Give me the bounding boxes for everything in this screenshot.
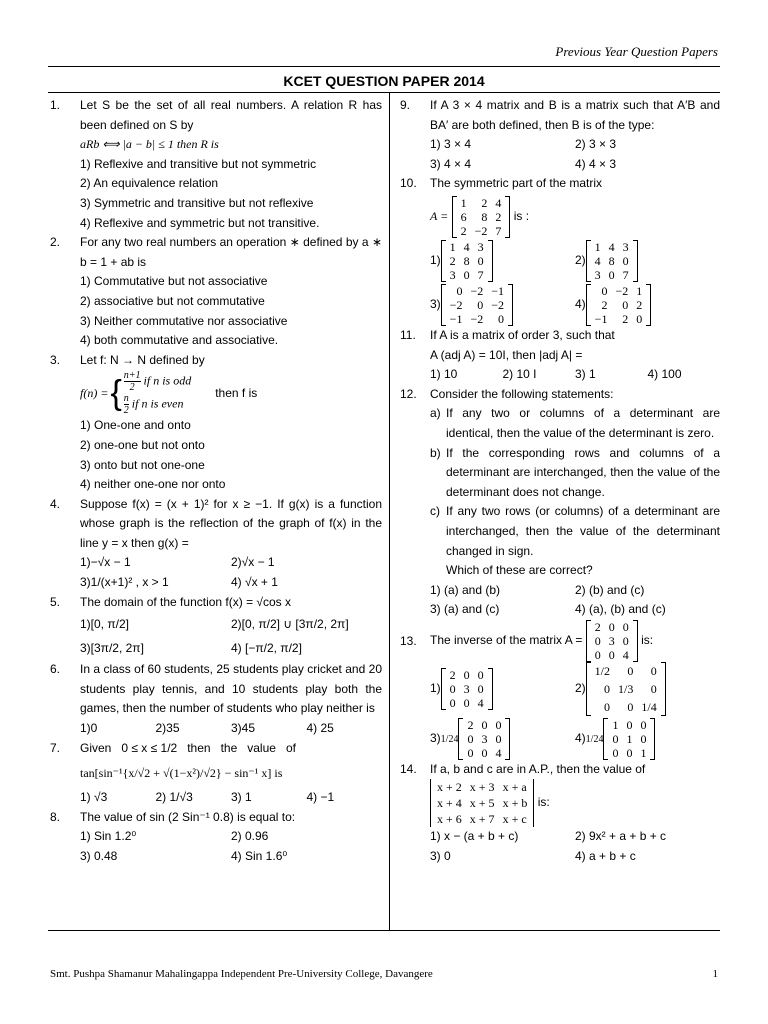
matrix-cell: 2 [601,297,608,312]
option[interactable]: 2)[0, π/2] ∪ [3π/2, 2π] [231,617,349,632]
matrix-row [591,620,633,634]
question-number: 6. [50,662,61,677]
option[interactable] [575,284,720,326]
matrix-cell: 0 [594,647,601,662]
question-number: 2. [50,235,61,250]
option[interactable]: 3) 1 [575,367,596,382]
matrix-cell: 0 [449,695,456,710]
option[interactable]: 2)√x − 1 [231,555,275,570]
option[interactable]: 4) √x + 1 [231,575,278,590]
matrix-row [457,210,506,224]
matrix-cell: 0 [594,633,601,648]
matrix-cell: 2 [467,717,474,732]
matrix-cell: 0 [495,731,502,746]
question-number: 9. [400,98,411,112]
question-3 [50,351,382,495]
question-stem: Let S be the set of all real numbers. A relation R has been defined on S by [80,98,382,132]
matrix-cell: −1 [491,283,505,298]
matrix-cell: 4 [463,239,470,254]
option[interactable]: 2) 0.96 [231,829,269,844]
option[interactable] [430,284,575,326]
matrix-cell: 0 [604,681,611,696]
matrix-cell: 0 [467,731,474,746]
matrix-row [591,240,633,254]
option[interactable]: 2) 1/√3 [155,790,193,805]
matrix-cell: 0 [608,267,615,282]
option[interactable]: 3) Neither commutative nor associative [80,313,288,328]
matrix-cell: 1/2 [594,663,611,678]
matrix-cell: 3 [477,239,484,254]
option[interactable] [430,668,575,710]
option[interactable]: 1) Sin 1.2⁰ [80,829,137,844]
matrix-row [591,648,633,662]
question-8 [50,808,382,867]
matrix-cell: 0 [495,717,502,732]
question-stem: If a, b and c are in A.P., then the value of [430,761,646,776]
matrix-cell: 3 [463,681,470,696]
option[interactable] [575,718,720,760]
function-label: f(n) = [80,385,109,400]
matrix-cell: 2 [449,667,456,682]
option[interactable]: 1) Commutative but not associative [80,274,268,289]
option-label: 4) [575,297,586,312]
option[interactable]: 1) 3 × 4 [430,137,472,152]
question-7 [50,739,382,808]
matrix-row [457,224,506,238]
matrix-row [591,634,633,648]
matrix-cell: 4 [495,745,502,760]
option[interactable]: 4) both commutative and associative. [80,333,279,348]
matrix-cell: 0 [640,731,647,746]
matrix-cell: −1 [449,311,463,326]
option[interactable]: 4) 25 [306,721,334,736]
right-column [400,96,720,867]
matrix-cell: 0 [604,699,611,714]
matrix-cell: 0 [481,717,488,732]
question-10 [400,174,720,326]
option[interactable]: 3)1/(x+1)² , x > 1 [80,575,169,590]
matrix-cell: 4 [495,195,502,210]
matrix-cell: x + 4 [437,796,462,811]
matrix-row [446,312,508,326]
matrix-cell: 1 [594,239,601,254]
matrix-row [433,795,531,811]
matrix-row [608,718,650,732]
option[interactable]: 2) 3 × 3 [575,137,617,152]
question-stem: Consider the following statements: [430,386,614,401]
header-rule [48,66,720,67]
matrix-row [446,254,488,268]
matrix-cell: −2 [491,297,505,312]
left-column [50,96,382,867]
option[interactable]: 3)45 [231,721,256,736]
matrix-cell: −2 [470,283,484,298]
matrix-row [446,298,508,312]
matrix-row [591,680,661,698]
option[interactable]: 2) one-one but not onto [80,437,205,452]
matrix-cell: 1 [449,239,456,254]
matrix-cell: 0 [650,681,657,696]
question-13 [400,620,720,760]
matrix-cell: −1 [594,311,608,326]
bottom-rule [48,930,720,931]
matrix-cell: 0 [627,699,634,714]
option[interactable]: 1) √3 [80,790,108,805]
option[interactable]: 2) 10 I [502,367,537,382]
option[interactable] [575,662,720,716]
matrix-cell: 0 [601,283,608,298]
option[interactable]: 2) 9x² + a + b + c [575,829,667,844]
condition: A (adj A) = 10I, then |adj A| = [430,347,583,362]
option[interactable]: 3) 4 × 4 [430,156,472,171]
matrix-row [591,284,647,298]
matrix-cell: 3 [608,633,615,648]
matrix-cell: 6 [460,209,467,224]
matrix-cell: 7 [477,267,484,282]
matrix-a-row [430,196,720,238]
question-stem: The inverse of the matrix A = [430,633,583,648]
option[interactable]: 4) (a), (b) and (c) [575,602,666,617]
matrix-cell: 4 [622,647,629,662]
matrix-cell: 3 [594,267,601,282]
option[interactable]: 4) −1 [306,790,335,805]
matrix-cell: −2 [474,223,488,238]
question-stem: Suppose f(x) = (x + 1)² for x ≥ −1. If g(x) is a function whose graph is the reflection of the graph of f(x) in the line y = x then g(x) = [80,496,382,550]
question-stem: For any two real numbers an operation ∗ defined by a ∗ b = 1 + ab is [80,235,382,269]
matrix-cell: 0 [612,745,619,760]
paper-title: KCET QUESTION PAPER 2014 [48,70,720,93]
matrix-row [591,254,633,268]
option[interactable]: 2) An equivalence relation [80,176,219,191]
matrix-row [591,312,647,326]
question-12 [400,385,720,620]
relation-def: aRb ⟺ |a − b| ≤ 1 then R is [80,137,219,152]
question-14 [400,760,720,867]
question-number: 10. [400,176,417,191]
matrix-cell: 0 [463,267,470,282]
matrix-cell: x + 7 [469,812,495,827]
question-number: 7. [50,740,61,755]
matrix-row [446,268,488,282]
matrix-row [463,718,505,732]
option[interactable]: 3) onto but not one-one [80,457,205,472]
matrix-cell: 3 [449,267,456,282]
question-stem: Given 0 ≤ x ≤ 1/2 then the value of [80,740,296,755]
matrix-cell: 0 [608,647,615,662]
option[interactable]: 3) 0 [430,849,451,864]
option[interactable]: 3) (a) and (c) [430,602,500,617]
matrix-row [433,811,531,827]
matrix-cell: x + 6 [437,812,462,827]
stem-tail: is : [513,209,530,224]
coefficient: 1/24 [440,734,459,746]
option[interactable]: 4) 100 [647,367,682,382]
question-stem: If A 3 × 4 matrix and B is a matrix such that A′B and BA′ are both defined, then B is of the type: [430,98,720,132]
matrix-row [591,662,661,680]
matrix-row [446,696,488,710]
question-5 [50,593,382,661]
matrix-cell: 0 [449,681,456,696]
question-stem: If A is a matrix of order 3, such that [430,327,615,342]
matrix-cell: 0 [650,663,657,678]
matrix-cell: 2 [460,223,467,238]
question-number: 12. [400,386,417,401]
matrix-cell: 1/3 [618,681,634,696]
matrix-cell: 1 [636,283,643,298]
matrix-cell: 4 [594,253,601,268]
matrix-row [433,779,531,795]
header-title: Previous Year Question Papers [555,44,718,59]
matrix-cell: 8 [481,209,488,224]
matrix-cell: x + 2 [437,780,462,795]
matrix-row [608,732,650,746]
matrix-a-row [430,620,720,662]
matrix-cell: 0 [467,745,474,760]
option[interactable]: 3) Symmetric and transitive but not reflexive [80,195,314,210]
footer-page-number: 1 [712,968,718,980]
matrix-cell: −2 [470,311,484,326]
question-6 [50,660,382,738]
matrix-cell: x + 5 [469,796,495,811]
question-ask: Which of these are correct? [446,563,593,578]
option-label: 4) [575,731,586,746]
question-number: 13. [400,633,417,648]
option[interactable]: 1) One-one and onto [80,418,191,433]
option[interactable]: 4) a + b + c [575,849,636,864]
matrix-row [591,298,647,312]
option-label: 3) [430,297,441,312]
matrix-a [586,620,638,662]
matrix-row [463,746,505,760]
matrix-cell: x + 3 [469,780,495,795]
matrix-cell: 0 [608,619,615,634]
question-number: 3. [50,352,61,367]
option[interactable]: 1)−√x − 1 [80,555,131,570]
matrix-cell: −2 [615,283,629,298]
matrix-cell: 8 [608,253,615,268]
matrix-cell: 7 [622,267,629,282]
matrix-cell: 0 [640,717,647,732]
option-label: 1) [430,681,441,696]
matrix-cell: 0 [636,311,643,326]
option[interactable]: 4) neither one-one nor onto [80,477,226,492]
option-label: 2) [575,253,586,268]
option[interactable]: 4) Reflexive and symmetric but not transitive. [80,215,320,230]
option[interactable]: 3) 1 [231,790,252,805]
question-stem: The symmetric part of the matrix [430,176,603,191]
matrix-cell: x + a [502,780,527,795]
matrix-cell: 2 [622,311,629,326]
matrix-cell: 0 [612,731,619,746]
question-number: 1. [50,98,61,112]
matrix-row [457,196,506,210]
option[interactable]: 3) 0.48 [80,849,118,863]
option[interactable]: 1) x − (a + b + c) [430,829,519,844]
matrix-cell: 4 [608,239,615,254]
matrix-cell: x + b [502,796,528,811]
stem-tail: then f is [215,385,258,400]
question-1 [50,96,382,233]
option[interactable]: 4) Sin 1.6⁰ [231,849,288,863]
question-number: 5. [50,594,61,609]
option-label: 1) [430,253,441,268]
matrix-cell: 2 [495,209,502,224]
statement-b: b) If the corresponding rows and columns of a determinant are interchanged, then the value of the determinant does not change. [430,445,720,499]
column-divider [389,92,390,930]
matrix-cell: 0 [622,619,629,634]
piecewise-function: f(n) = { $\frac{n+1}{2}$ if n is odd $\frac{n}{2}$ if n is even then f is [80,370,258,417]
option[interactable]: 4) 4 × 3 [575,156,617,171]
brace-icon: { [110,374,122,413]
matrix-cell: 0 [477,681,484,696]
matrix-cell: 2 [481,195,488,210]
matrix-cell: x + c [502,812,527,827]
matrix-cell: 0 [626,717,633,732]
matrix-cell: 0 [622,297,629,312]
matrix-cell: 1/4 [641,699,657,714]
determinant [430,779,534,827]
matrix-cell: 0 [477,667,484,682]
question-number: 11. [400,327,416,342]
question-stem: The domain of the function f(x) = √cos x [80,594,292,609]
matrix-cell: 0 [463,667,470,682]
statement-c: c) If any two rows (or columns) of a determinant are interchanged, then the value of the determinant changed in sign. [430,504,720,558]
option[interactable]: 3)[3π/2, 2π] [80,641,144,656]
matrix-row [446,240,488,254]
option[interactable]: 2) associative but not commutative [80,293,265,308]
footer-college: Smt. Pushpa Shamanur Mahalingappa Independent Pre-University College, Davangere [50,968,433,980]
question-2 [50,233,382,351]
matrix-row [591,698,661,716]
matrix-cell: 0 [622,253,629,268]
question-11 [400,326,720,385]
determinant-row [430,779,720,827]
matrix-row [446,668,488,682]
option[interactable]: 1)[0, π/2] [80,617,129,632]
option[interactable]: 1) Reflexive and transitive but not symmetric [80,156,317,171]
case-even: if n is even [131,396,184,411]
question-9 [400,96,720,174]
option[interactable]: 2) (b) and (c) [575,582,645,597]
option[interactable] [575,240,720,282]
matrix-cell: 3 [622,239,629,254]
matrix-cell: 0 [477,253,484,268]
option-label: 2) [575,681,586,696]
option[interactable]: 1) 10 [430,367,458,382]
coefficient: 1/24 [585,734,604,746]
matrix-cell: 2 [636,297,643,312]
matrix-cell: −2 [449,297,463,312]
matrix-a [452,196,511,238]
matrix-cell: 1 [640,745,647,760]
matrix-cell: 3 [481,731,488,746]
option[interactable]: 1) (a) and (b) [430,582,501,597]
matrix-cell: 1 [460,195,467,210]
matrix-cell: 7 [495,223,502,238]
question-stem: In a class of 60 students, 25 students play cricket and 20 students play tennis, and 10 students play both the games, then the number of students who play neither is [80,662,382,716]
matrix-lhs: A = [430,209,449,224]
trig-expression: tan[sin⁻¹{x/√2 + √(1−x²)/√2} − sin⁻¹ x] is [80,766,283,781]
question-stem: Let f: N → N defined by [80,352,205,367]
matrix-row [446,284,508,298]
option[interactable]: 4) [−π/2, π/2] [231,641,302,656]
matrix-cell: 0 [477,297,484,312]
question-number: 14. [400,761,417,776]
matrix-cell: 2 [594,619,601,634]
stem-tail: is: [641,633,654,648]
question-number: 8. [50,809,61,824]
matrix-cell: 2 [449,253,456,268]
matrix-row [591,268,633,282]
matrix-cell: 0 [627,663,634,678]
question-stem: The value of sin (2 Sin⁻¹ 0.8) is equal to: [80,809,296,824]
matrix-row [446,682,488,696]
option[interactable] [430,240,575,282]
matrix-row [608,746,650,760]
matrix-cell: 0 [626,745,633,760]
option[interactable]: 2)35 [155,721,180,736]
stem-tail: is: [537,795,550,810]
option[interactable]: 1)0 [80,721,98,736]
case-odd: if n is odd [143,373,192,388]
matrix-cell: 8 [463,253,470,268]
statement-a: a) If any two or columns of a determinant are identical, then the value of the determinant is zero. [430,406,720,440]
question-4 [50,495,382,593]
matrix-cell: 1 [626,731,633,746]
matrix-row [463,732,505,746]
matrix-cell: 0 [456,283,463,298]
matrix-cell: 0 [481,745,488,760]
option[interactable] [430,718,575,760]
matrix-cell: 0 [498,311,505,326]
matrix-cell: 0 [463,695,470,710]
option-label: 3) [430,731,441,746]
matrix-cell: 0 [622,633,629,648]
matrix-cell: 4 [477,695,484,710]
question-number: 4. [50,496,61,511]
matrix-cell: 1 [612,717,619,732]
